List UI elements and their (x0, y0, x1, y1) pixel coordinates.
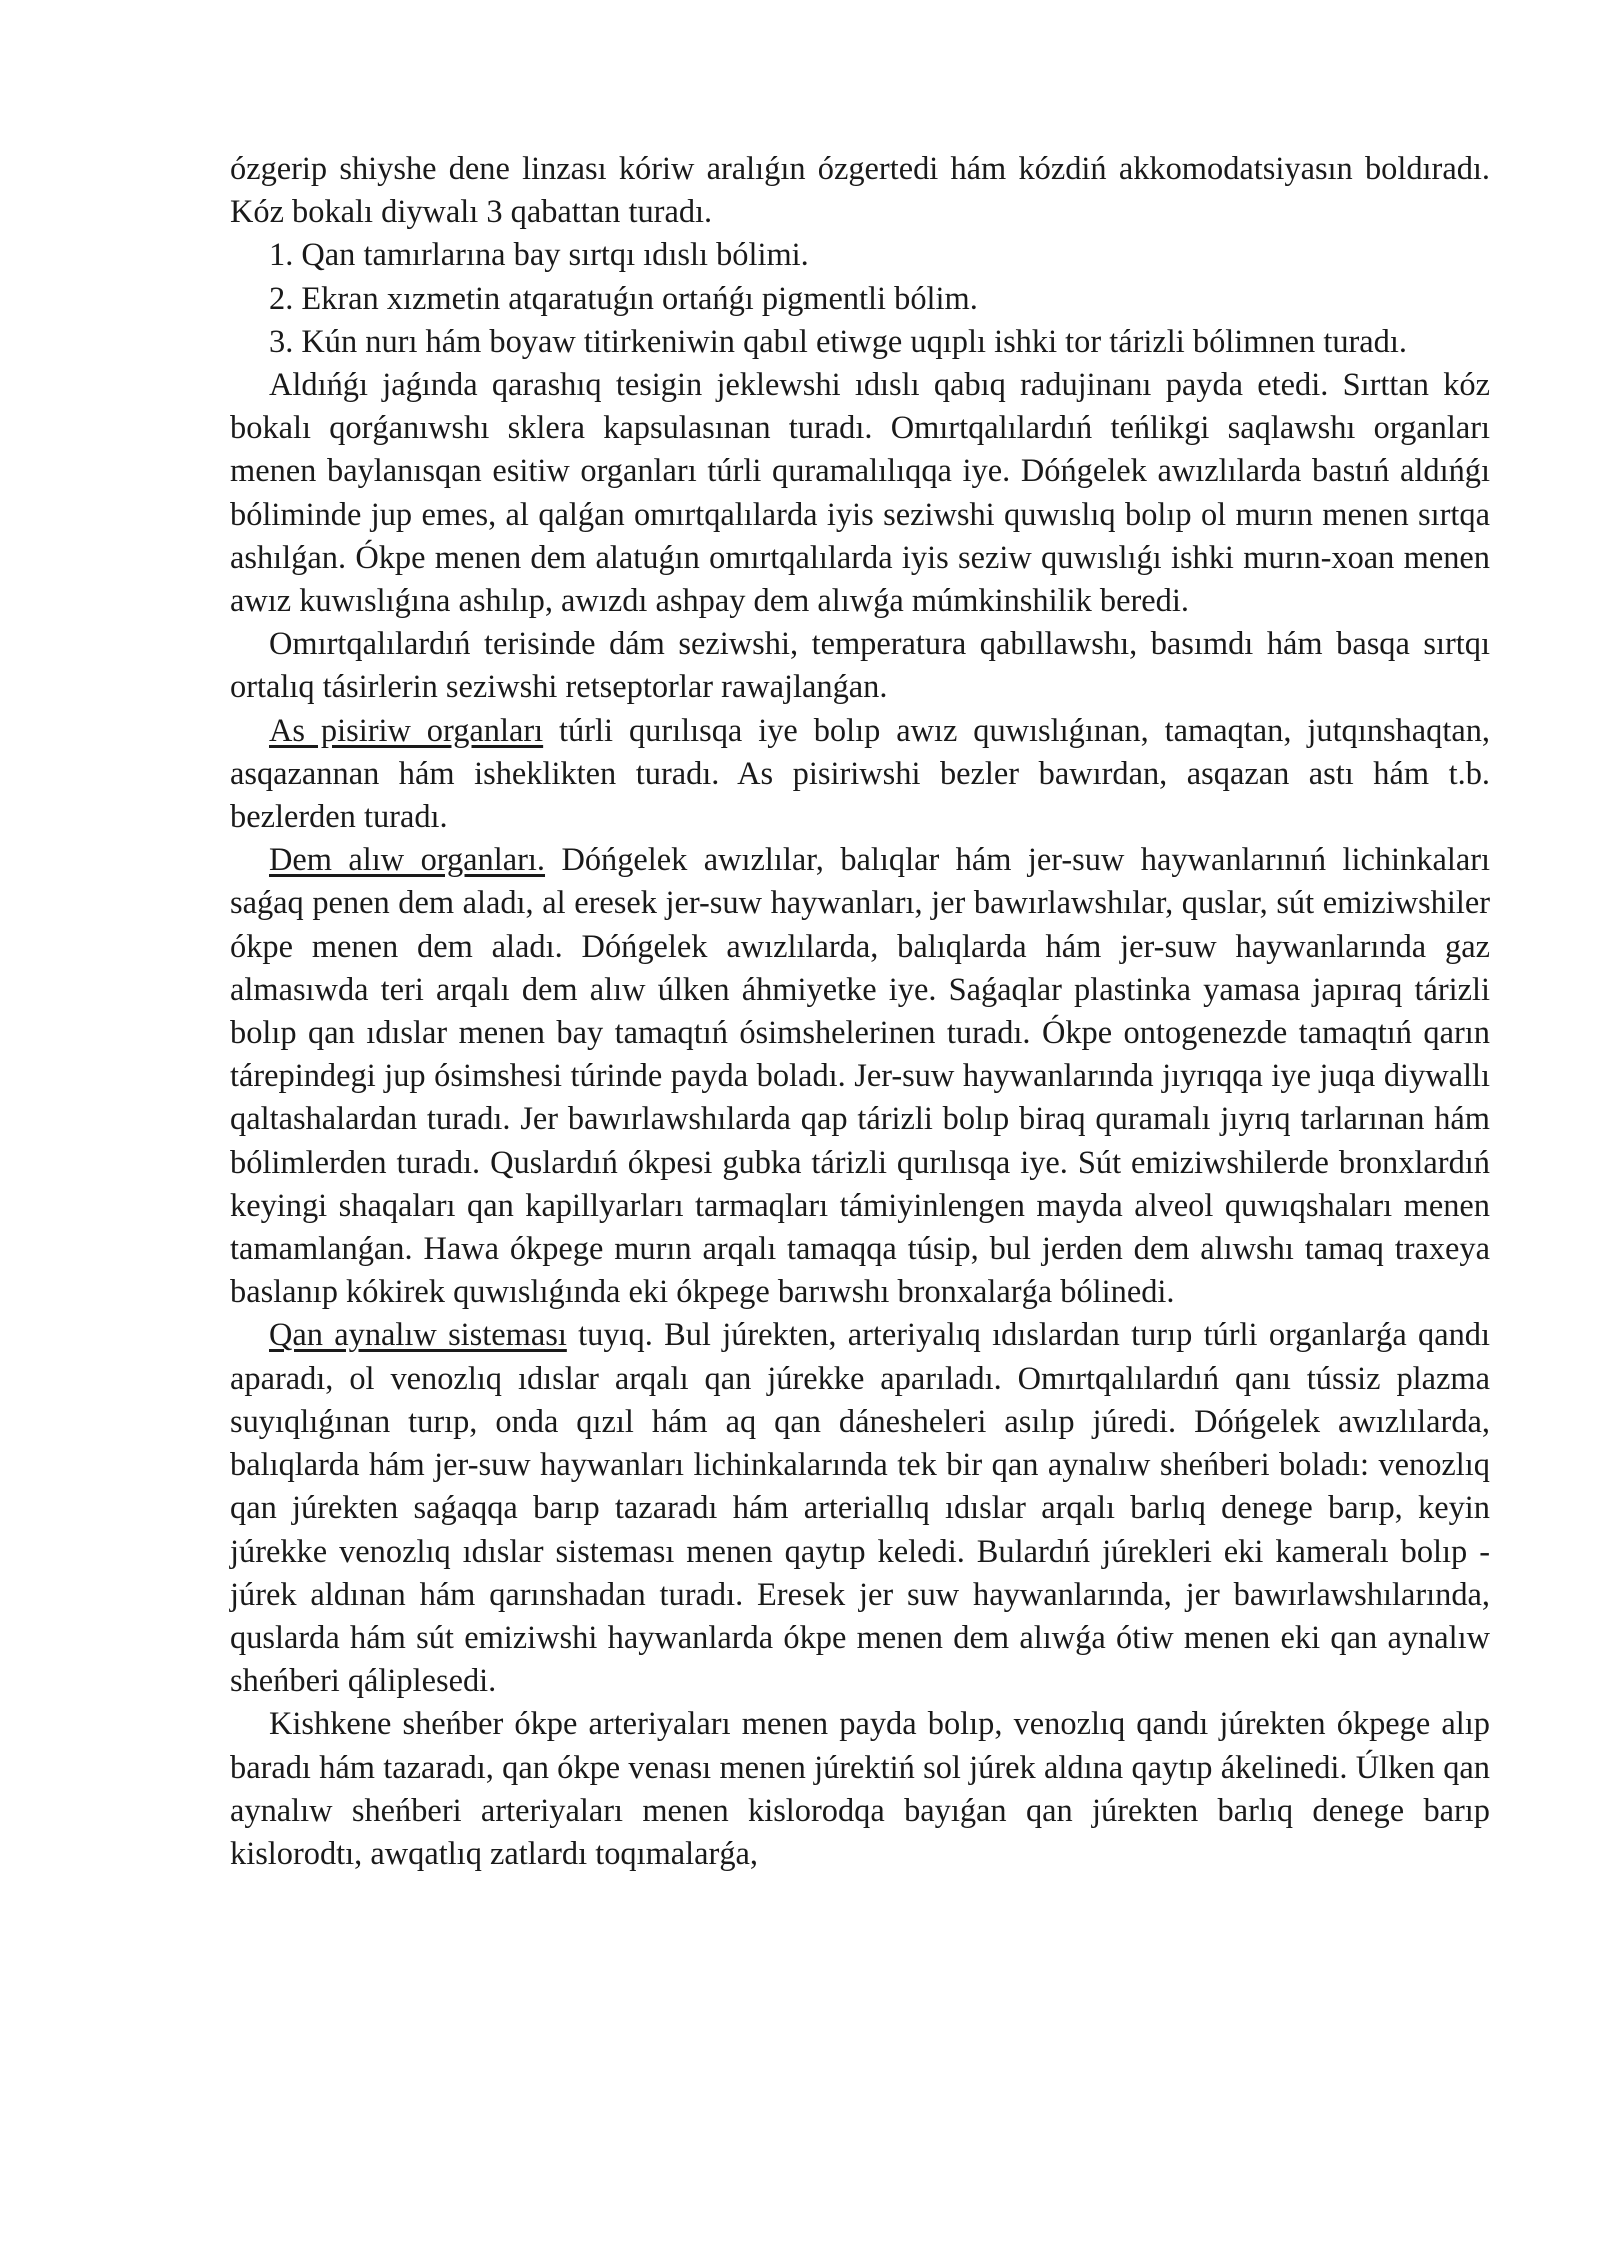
term-digestive-organs: As pisiriw organları (269, 712, 544, 749)
term-circulatory-system: Qan aynalıw sisteması (269, 1317, 567, 1354)
paragraph-1: ózgerip shiyshe dene linzası kóriw aralıǵın ózgertedi hám kózdiń akkomodatsiyasın boldıradı. Kóz bokalı diywalı 3 qabattan turadı. (230, 151, 1490, 231)
list-item-3: 3. Kún nurı hám boyaw titirkeniwin qabıl etiwge uqıplı ishki tor tárizli bólimnen turadı. (269, 323, 1407, 360)
paragraph-respiratory-text: Dóńgelek awızlılar, balıqlar hám jer-suw haywanlarınıń lichinkaları saǵaq penen dem aladı, al eresek jer-suw haywanları, jer bawırlawshılar, quslar, sút emiziwshiler ókpe menen dem aladı. Dóńgelek awızlılarda, balıqlarda hám jer-suw haywanlarında gaz almasıwda teri arqalı dem alıw úlken áhmiyetke iye. Saǵaqlar plastinka yamasa japıraq tárizli bolıp qan ıdıslar menen bay tamaqtıń ósimshelerinen turadı. Ókpe ontogenezde tamaqtıń qarın tárepindegi jup ósimshesi túrinde payda boladı. Jer-suw haywanlarında jıyrıqqa iye juqa diywallı qaltashalardan turadı. Jer bawırlawshılarda qap tárizli bolıp biraq quramalı jıyrıq tarlarınan hám bólimlerden turadı. Quslardıń ókpesi gubka tárizli qurılısqa iye. Sút emiziwshilerde bronxlardıń keyingi shaqaları qan kapillyarları tarmaqları támiyinlengen mayda alveol quwıqshaları menen tamamlanǵan. Hawa ókpege murın arqalı tamaqqa túsip, bul jerden dem alıwshı tamaq traxeya baslanıp kókirek quwıslıǵında eki ókpege barıwshı bronxalarǵa bólinedi. (230, 842, 1490, 1311)
paragraph-respiratory-organs (230, 839, 1490, 1314)
paragraph-digestive-organs (230, 710, 1490, 840)
term-respiratory-organs: Dem alıw organları. (269, 842, 546, 879)
list-item-2: 2. Ekran xızmetin atqaratuǵın ortańǵı pigmentli bólim. (269, 280, 978, 317)
paragraph-eye-and-senses: Aldıńǵı jaǵında qarashıq tesigin jeklewshi ıdıslı qabıq radujinanı payda etedi. Sırttan kóz bokalı qorǵanıwshı sklera kapsulasınan turadı. Omırtqalılardıń teńlikgi saqlawshı organları menen baylanısqan esitiw organları túrli quramalılıqqa iye. Dóńgelek awızlılarda bastıń aldıńǵı bóliminde jup emes, al qalǵan omırtqalılarda iyis seziwshi quwıslıq bolıp ol murın menen sırtqa ashılǵan. Ókpe menen dem alatuǵın omırtqalılarda iyis seziw quwıslıǵı ishki murın-xoan menen awız kuwıslıǵına ashılıp, awızdı ashpay dem alıwǵa múmkinshilik beredi. (230, 367, 1490, 620)
paragraph-digestive-text: túrli qurılısqa iye bolıp awız quwıslıǵınan, tamaqtan, jutqınshaqtan, asqazannan hám isheklikten turadı. As pisiriwshi bezler bawırdan, asqazan astı hám t.b. bezlerden turadı. (230, 712, 1490, 836)
paragraph-pulmonary-circuit: Kishkene sheńber ókpe arteriyaları menen payda bolıp, venozlıq qandı júrekten ókpege alıp baradı hám tazaradı, qan ókpe venası menen júrektiń sol júrek aldına qaytıp ákelinedi. Úlken qan aynalıw sheńberi arteriyaları menen kislorodqa bayıǵan qan júrekten barlıq denege barıp kislorodtı, awqatlıq zatlardı toqımalarǵa, (230, 1706, 1490, 1872)
list-item-1: 1. Qan tamırlarına bay sırtqı ıdıslı bólimi. (269, 237, 809, 274)
paragraph-skin-receptors: Omırtqalılardıń terisinde dám seziwshi, temperatura qabıllawshı, basımdı hám basqa sırtqı ortalıq tásirlerin seziwshi retseptorlar rawajlanǵan. (230, 626, 1490, 706)
document-page (230, 148, 1490, 1876)
paragraph-circulatory-system (230, 1314, 1490, 1703)
paragraph-circulatory-text: tuyıq. Bul júrekten, arteriyalıq ıdıslardan turıp túrli organlarǵa qandı aparadı, ol venozlıq ıdıslar arqalı qan júrekke aparıladı. Omırtqalılardıń qanı tússiz plazma suyıqlıǵınan turıp, onda qızıl hám aq qan dánesheleri asılıp júredi. Dóńgelek awızlılarda, balıqlarda hám jer-suw haywanları lichinkalarında tek bir qan aynalıw sheńberi boladı: venozlıq qan júrekten saǵaqqa barıp tazaradı hám arteriallıq ıdıslar arqalı barlıq denege barıp, keyin júrekke venozlıq ıdıslar sisteması menen qaytıp keledi. Bulardıń júrekleri eki kameralı bolıp - júrek aldınan hám qarınshadan turadı. Eresek jer suw haywanlarında, jer bawırlawshılarında, quslarda hám sút emiziwshi haywanlarda ókpe menen dem alıwǵa ótiw menen eki qan aynalıw sheńberi qáliplesedi. (230, 1317, 1490, 1700)
